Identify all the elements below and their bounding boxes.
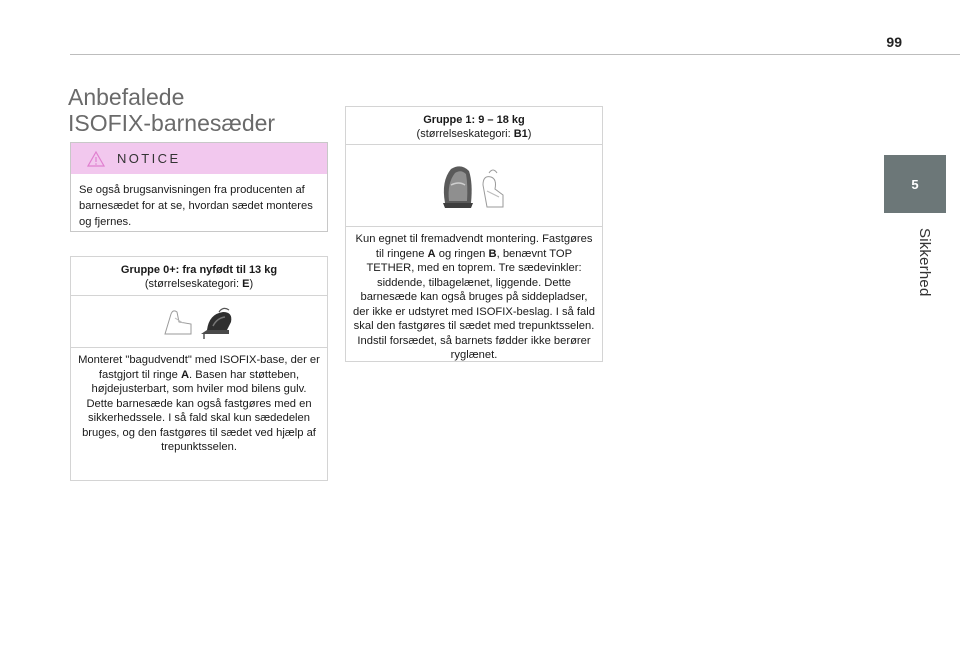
card-description bbox=[346, 227, 602, 361]
description-text: Kun egnet til fremadvendt montering. Fastgøres til ringene bbox=[355, 233, 593, 260]
section-title-line1: Anbefalede bbox=[68, 84, 185, 110]
section-title-line2: ISOFIX-barnesæder bbox=[68, 110, 276, 136]
notice-text: Se også brugsanvisningen fra producenten af barnesædet for at se, hvordan sædet monteres og fjernes. bbox=[79, 184, 313, 228]
description-text: . Basen har støtteben, højdejusterbart, som hviler mod bilens gulv. Dette barnesæde kan også fastgøres med en sikkerhedssele. I så fald skal kun sædedelen bruges, og den fastgøres til sædet ved hjælp af trepunktsselen. bbox=[82, 368, 316, 453]
page-number: 99 bbox=[886, 34, 902, 50]
size-category: (størrelseskategori: E) bbox=[144, 278, 254, 290]
notice-box bbox=[70, 142, 328, 232]
chapter-title: Sikkerhed bbox=[916, 228, 933, 297]
group-title: Gruppe 0+: fra nyfødt til 13 kg bbox=[120, 264, 278, 276]
header-rule bbox=[70, 54, 960, 55]
ring-label: B bbox=[488, 247, 497, 260]
seat-illustration bbox=[71, 296, 327, 348]
child-seat-card-group-0plus bbox=[70, 256, 328, 481]
card-header bbox=[71, 257, 327, 296]
seat-illustration bbox=[346, 145, 602, 227]
chapter-number: 5 bbox=[911, 176, 919, 192]
card-description bbox=[71, 348, 327, 480]
child-seat-card-group-1 bbox=[345, 106, 603, 362]
notice-title: NOTICE bbox=[117, 151, 181, 166]
description-text: , benævnt TOP TETHER, med en toprem. Tre sædevinkler: siddende, tilbagelænet, liggende. Dette barnesæde kan også bruges på siddepladser, der ikke er udstyret med ISOFIX-beslag. I så fald skal den fastgøres til sædet med trepunktsselen. Indstil forsædet, så barnets fødder ikke berører ryglænet. bbox=[353, 247, 595, 361]
size-category: (størrelseskategori: B1) bbox=[416, 128, 532, 140]
group-title: Gruppe 1: 9 – 18 kg bbox=[423, 114, 525, 126]
ring-label: A bbox=[180, 368, 190, 381]
ring-label: A bbox=[427, 247, 436, 260]
section-title bbox=[68, 84, 275, 136]
rearward-baby-seat-illustration bbox=[157, 304, 241, 340]
description-text: og ringen bbox=[435, 247, 489, 260]
description-text: Monteret "bagudvendt" med ISOFIX-base, der er fastgjort til ringe bbox=[78, 354, 320, 381]
warning-triangle-icon bbox=[87, 151, 105, 167]
notice-header bbox=[71, 143, 327, 174]
card-header bbox=[346, 107, 602, 145]
forward-facing-seat-illustration bbox=[437, 161, 511, 211]
chapter-tab[interactable] bbox=[884, 155, 946, 213]
